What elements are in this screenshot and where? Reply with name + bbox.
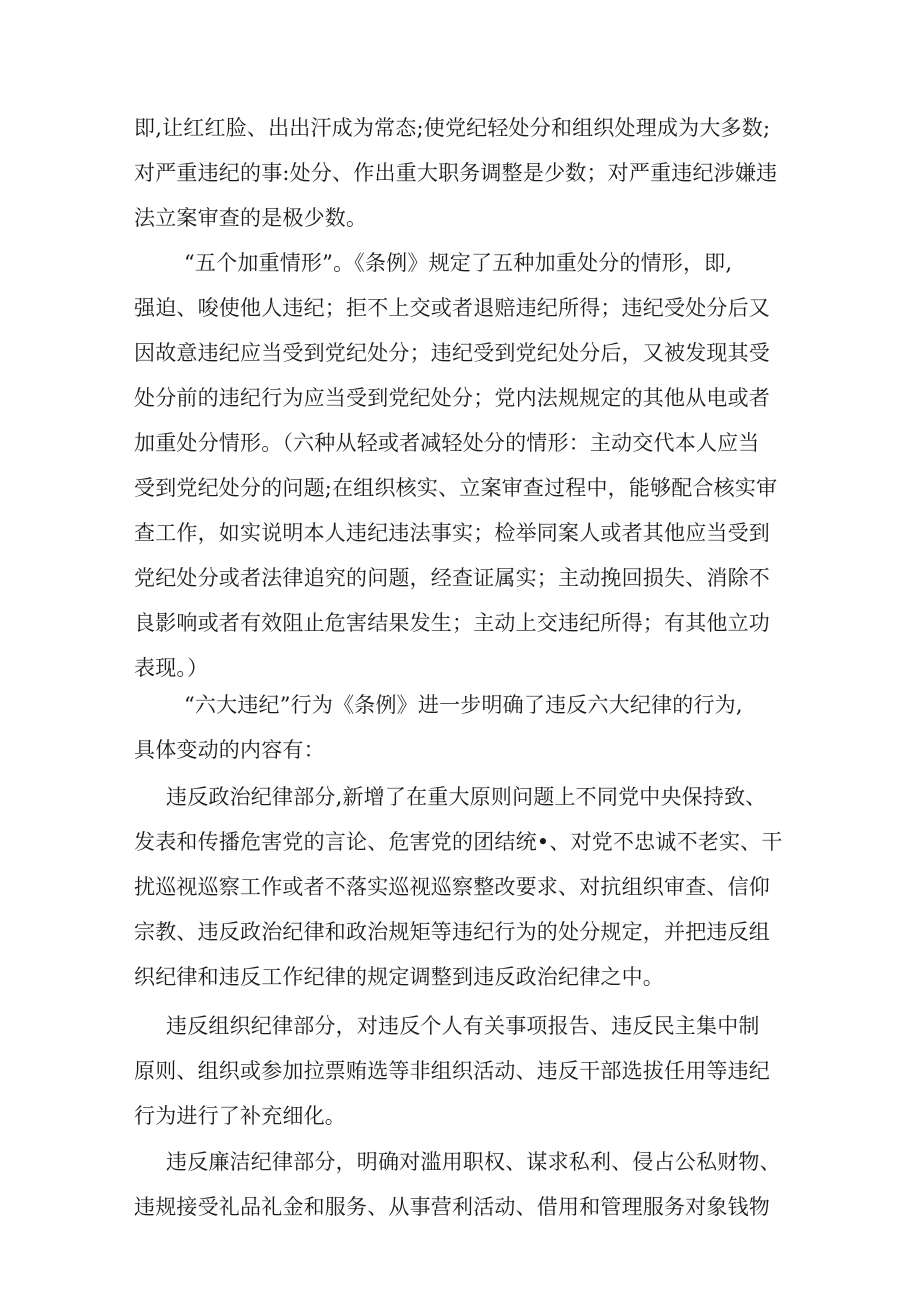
- paragraph-line: 因故意违纪应当受到党纪处分；违纪受到党纪处分后，又被发现其受: [134, 341, 770, 365]
- paragraph-line: 即,让红红脸、出出汗成为常态;使党纪轻处分和组织处理成为大多数;: [134, 116, 771, 140]
- paragraph-line: 织纪律和违反工作纪律的规定调整到违反政治纪律之中。: [134, 965, 664, 989]
- paragraph-line: 处分前的违纪行为应当受到党纪处分；党内法规规定的其他从电或者: [134, 386, 770, 410]
- paragraph-line: 具体变动的内容有：: [134, 738, 325, 762]
- paragraph-integrity-discipline: [134, 1140, 804, 1230]
- paragraph-political-discipline: [134, 775, 804, 1000]
- paragraph-line: “五个加重情形”。《条例》规定了五种加重处分的情形，即,: [184, 251, 733, 275]
- paragraph-line: 发表和传播危害党的言论、危害党的团结统•、对党不忠诚不老实、干: [134, 830, 783, 854]
- paragraph-line: 行为进行了补充细化。: [134, 1104, 346, 1128]
- paragraph-six-violations: [134, 683, 804, 773]
- paragraph-organizational-discipline: [134, 1004, 804, 1139]
- paragraph-line: 法立案审查的是极少数。: [134, 206, 368, 230]
- paragraph-line: 查工作，如实说明本人违纪违法事实；检举同案人或者其他应当受到: [134, 521, 770, 545]
- paragraph-line: 原则、组织或参加拉票贿选等非组织活动、违反干部选拔任用等违纪: [134, 1059, 770, 1083]
- paragraph-line: 违反政治纪律部分,新增了在重大原则问题上不同党中央保持致、: [166, 785, 767, 809]
- paragraph-line: “六大违纪”行为《条例》进一步明确了违反六大纪律的行为,: [184, 693, 743, 717]
- paragraph-line: 良影响或者有效阻止危害结果发生；主动上交违纪所得；有其他立功: [134, 611, 770, 635]
- paragraph-line: 党纪处分或者法律追究的问题，经查证属实；主动挽回损失、消除不: [134, 566, 770, 590]
- paragraph-line: 受到党纪处分的问题;在组织核实、立案审查过程中，能够配合核实审: [134, 476, 778, 500]
- paragraph-line: 违反组织纪律部分，对违反个人有关事项报告、违反民主集中制: [166, 1014, 760, 1038]
- paragraph-line: 扰巡视巡察工作或者不落实巡视巡察整改要求、对抗组织审查、信仰: [134, 875, 770, 899]
- paragraph-line: 违反廉洁纪律部分，明确对滥用职权、谋求私利、侵占公私财物、: [166, 1150, 781, 1174]
- paragraph-line: 宗教、违反政治纪律和政治规矩等违纪行为的处分规定，并把违反组: [134, 920, 770, 944]
- paragraph-strict-discipline: [134, 106, 804, 241]
- paragraph-five-aggravating: [134, 241, 804, 691]
- paragraph-line: 对严重违纪的事:处分、作出重大职务调整是少数；对严重违纪涉嫌违: [134, 161, 778, 185]
- paragraph-line: 表现。）: [134, 656, 209, 680]
- paragraph-line: 强迫、唆使他人违纪；拒不上交或者退赔违纪所得；违纪受处分后又: [134, 296, 770, 320]
- paragraph-line: 加重处分情形。（六种从轻或者减轻处分的情形：主动交代本人应当: [134, 431, 760, 455]
- paragraph-line: 违规接受礼品礼金和服务、从事营利活动、借用和管理服务对象钱物: [134, 1195, 770, 1219]
